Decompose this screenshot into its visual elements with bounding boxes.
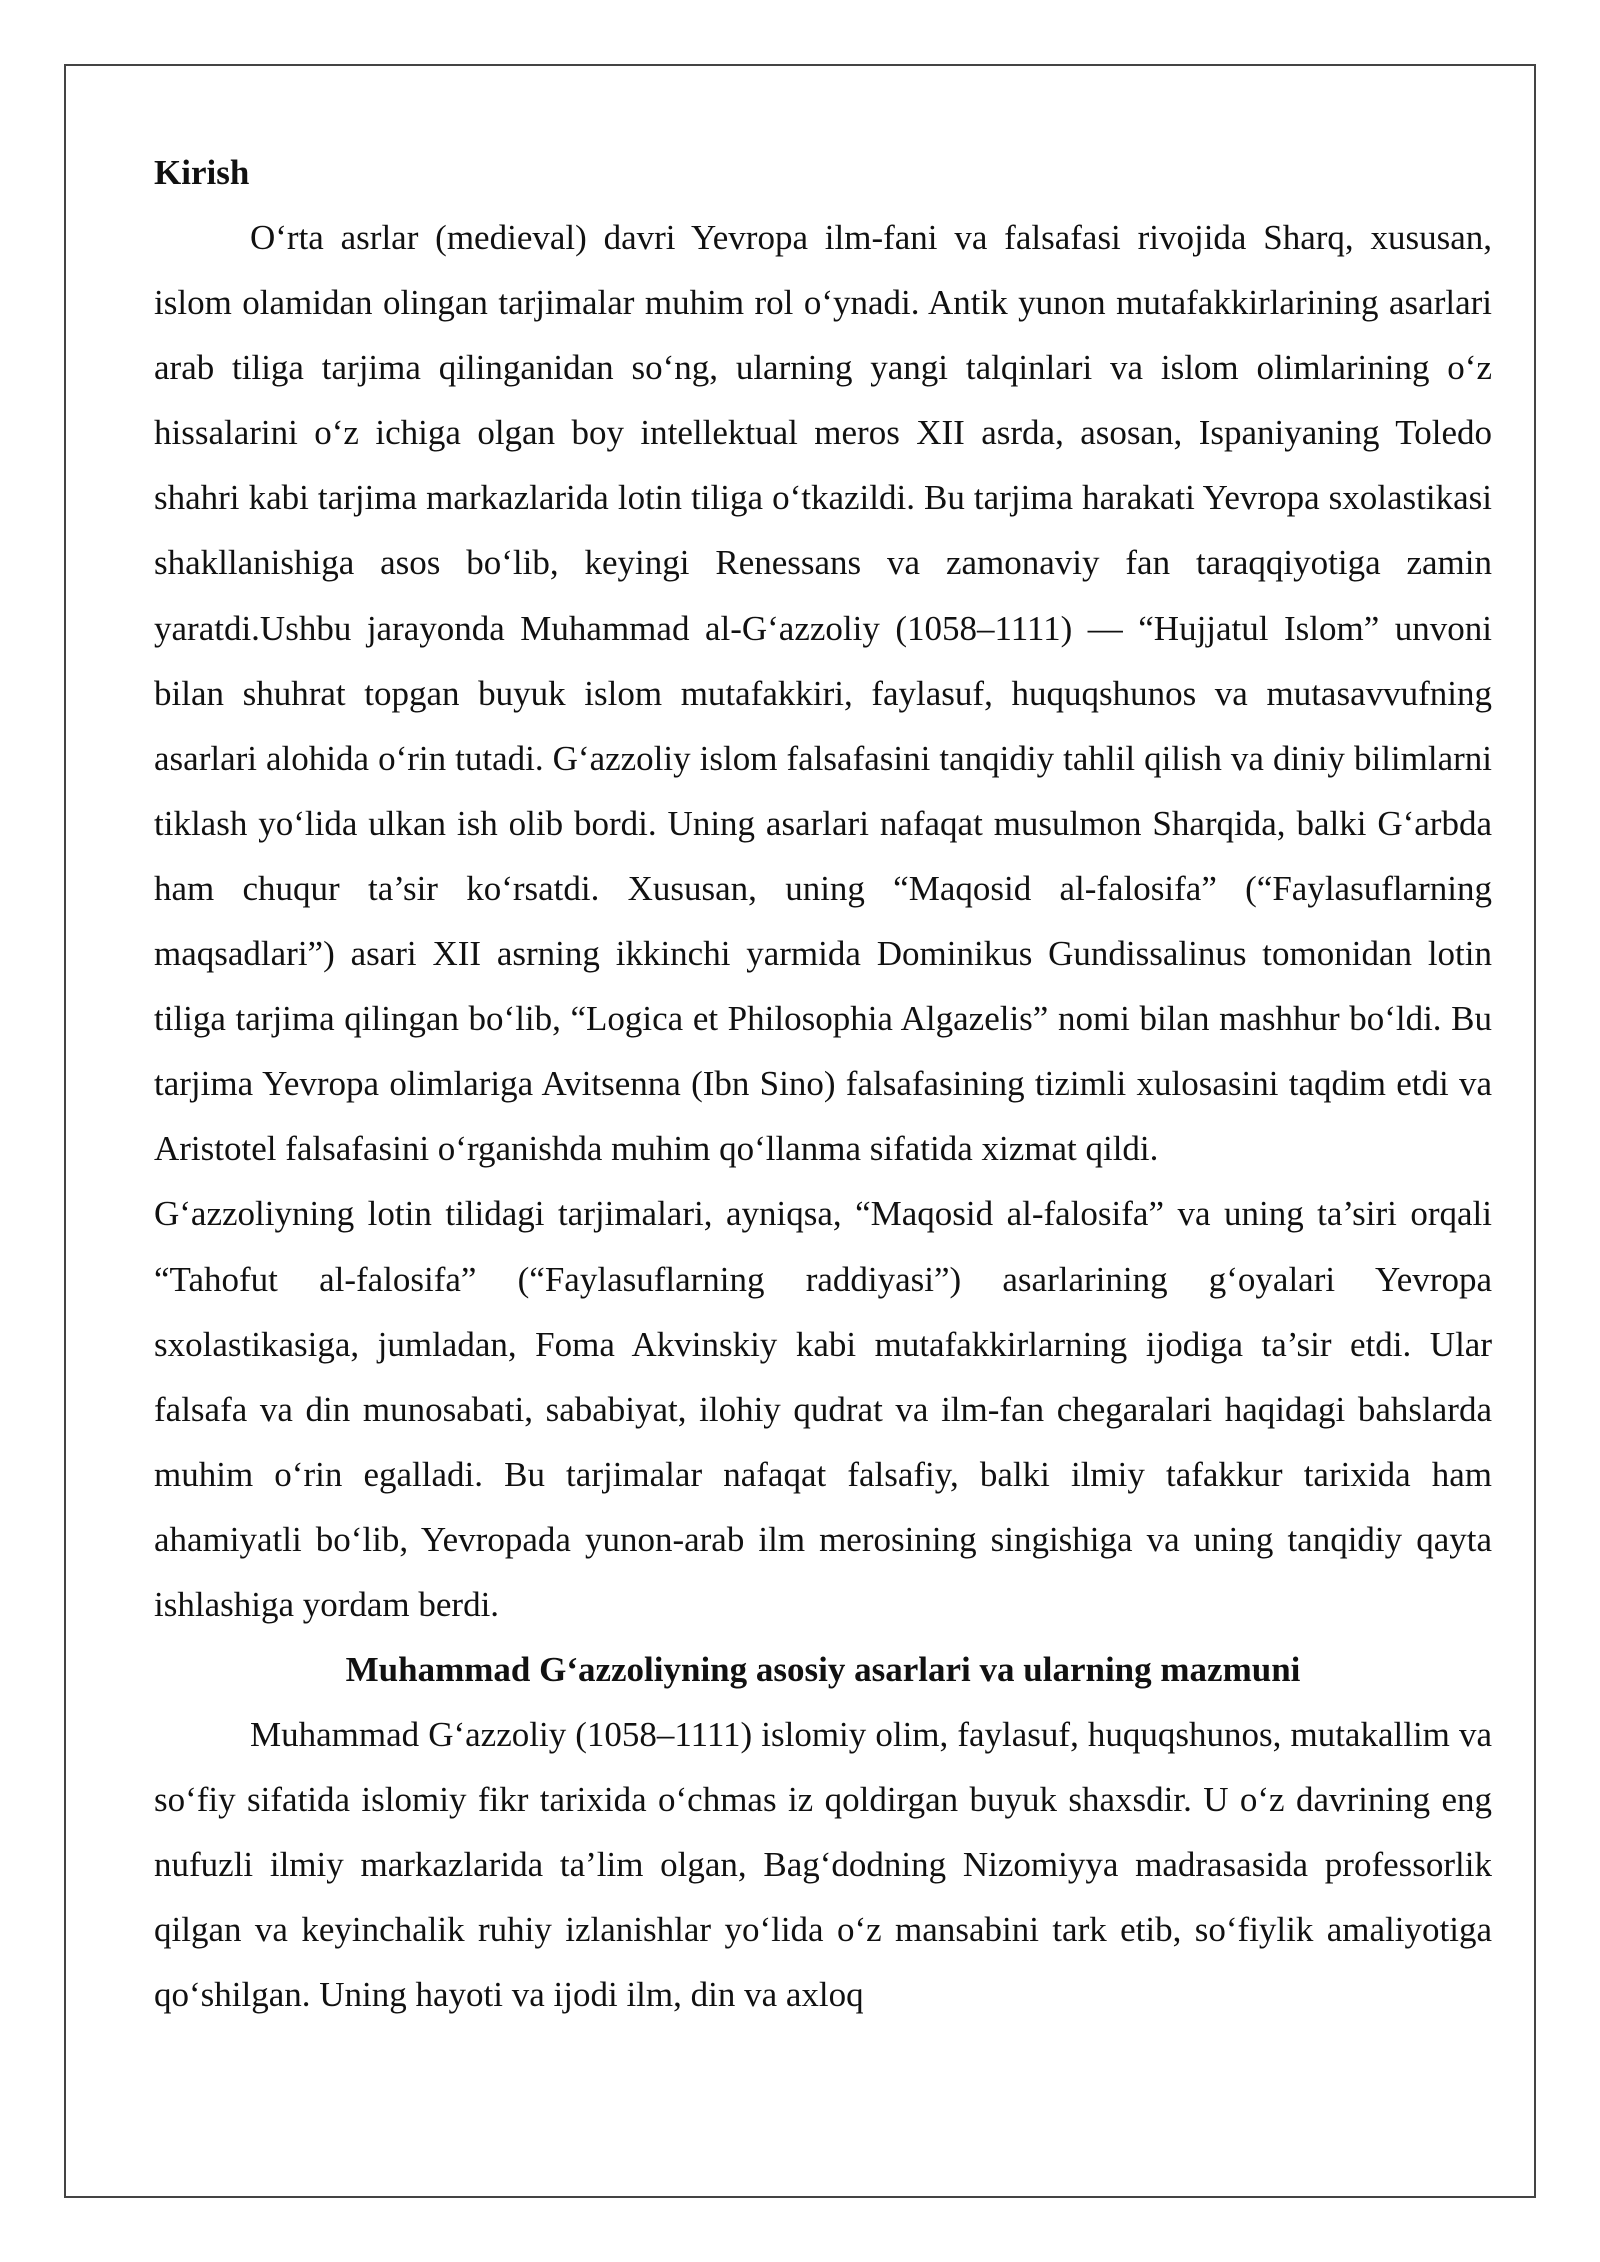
intro-paragraph: O‘rta asrlar (medieval) davri Yevropa ilm-fani va falsafasi rivojida Sharq, xususan, islom olamidan olingan tarjimalar muhim rol o‘ynadi. Antik yunon mutafakkirlarining asarlari arab tiliga tarjima qilinganidan so‘ng, ularning yangi talqinlari va islom olimlarining o‘z hissalarini o‘z ichiga olgan boy intellektual meros XII asrda, asosan, Ispaniyaning Toledo shahri kabi tarjima markazlarida lotin tiliga o‘tkazildi. Bu tarjima harakati Yevropa sxolastikasi shakllanishiga asos bo‘lib, keyingi Renessans va zamonaviy fan taraqqiyotiga zamin yaratdi.Ushbu jarayonda Muhammad al-G‘azzoliy (1058–1111) — “Hujjatul Islom” unvoni bilan shuhrat topgan buyuk islom mutafakkiri, faylasuf, huquqshunos va mutasavvufning asarlari alohida o‘rin tutadi. G‘azzoliy islom falsafasini tanqidiy tahlil qilish va diniy bilimlarni tiklash yo‘lida ulkan ish olib bordi. Uning asarlari nafaqat musulmon Sharqida, balki G‘arbda ham chuqur ta’sir ko‘rsatdi. Xususan, uning “Maqosid al-falosifa” (“Faylasuflarning maqsadlari”) asari XII asrning ikkinchi yarmida Dominikus Gundissalinus tomonidan lotin tiliga tarjima qilingan bo‘lib, “Logica et Philosophia Algazelis” nomi bilan mashhur bo‘ldi. Bu tarjima Yevropa olimlariga Avitsenna (Ibn Sino) falsafasining tizimli xulosasini taqdim etdi va Aristotel falsafasini o‘rganishda muhim qo‘llanma sifatida xizmat qildi.: [154, 218, 1492, 1169]
intro-heading: Kirish: [154, 153, 250, 192]
intro-paragraph-continued: G‘azzoliyning lotin tilidagi tarjimalari, ayniqsa, “Maqosid al-falosifa” va uning ta’siri orqali “Tahofut al-falosifa” (“Faylasuflarning raddiyasi”) asarlarining g‘oyalari Yevropa sxolastikasiga, jumladan, Foma Akvinskiy kabi mutafakkirlarning ijodiga ta’sir etdi. Ular falsafa va din munosabati, sababiyat, ilohiy qudrat va ilm-fan chegaralari haqidagi bahslarda muhim o‘rin egalladi. Bu tarjimalar nafaqat falsafiy, balki ilmiy tafakkur tarixida ham ahamiyatli bo‘lib, Yevropada yunon-arab ilm merosining singishiga va uning tanqidiy qayta ishlashiga yordam berdi.: [154, 1194, 1492, 1624]
section-title: Muhammad G‘azzoliyning asosiy asarlari va ularning mazmuni: [345, 1650, 1301, 1690]
section-paragraph: Muhammad G‘azzoliy (1058–1111) islomiy olim, faylasuf, huquqshunos, mutakallim va so‘fiy sifatida islomiy fikr tarixida o‘chmas iz qoldirgan buyuk shaxsdir. U o‘z davrining eng nufuzli ilmiy markazlarida ta’lim olgan, Bag‘dodning Nizomiyya madrasasida professorlik qilgan va keyinchalik ruhiy izlanishlar yo‘lida o‘z mansabini tark etib, so‘fiylik amaliyotiga qo‘shilgan. Uning hayoti va ijodi ilm, din va axloq: [154, 1715, 1492, 2015]
document-body: [154, 140, 1492, 2028]
